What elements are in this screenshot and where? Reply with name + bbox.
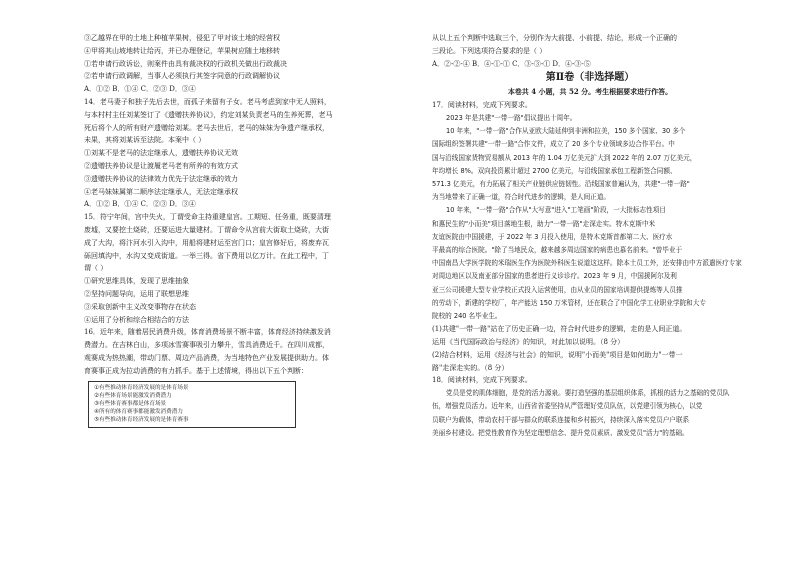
material-line: 10 年来，"一带一路"合作从"大写意"进入"工笔画"阶段，一大批标志性项目: [446, 206, 666, 215]
text-line: 从以上五个判断中选取三个，分别作为大前提、小前提、结论，形成一个正确的: [432, 34, 677, 42]
material-line: 年均增长 8%。双向投资累计超过 2700 亿美元，与沿线国家承包工程新签合同额、: [432, 166, 677, 175]
material-line: 院校的 240 名毕业生。: [432, 312, 502, 321]
text-line: ②坚持问题导向，运用了联想思维: [84, 289, 189, 298]
text-line: 成了大沟，将汴河水引入沟中，用船将建材运至宫门口；皇宫修好后，将废弃瓦: [84, 238, 329, 247]
box-item: ①有些推动体育经济发展的是体育场景: [94, 384, 189, 391]
judgment-box: [88, 381, 296, 428]
answer-options: A．②-②-④ B．④-①-① C．③-③-① D．④-③-⑤: [432, 59, 591, 68]
box-item: ②有些体育场景能激发消费潜力: [94, 392, 172, 399]
question-17-heading: 17．阅读材料，完成下列要求。: [432, 101, 532, 110]
question-16-stem: 16．近年来，随着居民消费升级，体育消费场景不断丰富，体育经济持续激发消: [84, 328, 331, 337]
material-line: 中国南昌大学医学院的米瑞医生作为医院外科医生说道这这样。除本土员工外，还安排由中方派遣医疗专家: [432, 259, 742, 268]
sub-question-17-2: (2)结合材料，运用《经济与社会》的知识，说明"小而美"项目是如何助力"一带一: [432, 350, 683, 359]
text-line: 三段论。下列选项符合要求的是（ ）: [432, 46, 547, 55]
material-line: 571.3 亿美元，有力拓展了相关产业链供应链韧性。沿线国家普遍认为，共建"一带一路": [432, 180, 690, 188]
text-line: ③采取创新中主义改变事物存在状态: [84, 302, 196, 311]
question-15-stem: 15．符宁年间，宫中失火，丁谓受命主持重建皇宫。工期短、任务重，既要清理: [84, 213, 331, 222]
text-line: 死后将个人的所有财产遗赠给刘某。老马去世后，老马的妹妹为争遗产继承权，: [84, 123, 329, 132]
text-line: ④甲将其山坡地转让给丙，并已办理登记，苹果树应随土地移转: [84, 46, 280, 55]
material-line: 的劳动下，新建的学校厂，年产能达 150 万米管材，还在联合了中国化学工业职业学院和大专: [432, 298, 706, 307]
question-14-stem: 14．老马妻子和独子先后去世，而孤子来留有子女。老马考虑到家中无人照料，: [84, 97, 331, 106]
material-line: 和惠民生的"小而美"项目落地生根，助力"一带一路"走深走实。特木克斯中米: [432, 219, 656, 228]
material-line: 2023 年是共建"一带一路"倡议提出十周年。: [446, 113, 577, 122]
text-line: ②若申请行政调解，当事人必须执行其签字同意的行政调解协议: [84, 72, 280, 81]
section-title: 第Ⅱ卷（非选择题）: [545, 72, 635, 84]
text-line: ④运用了分析和综合相结合的方法: [84, 315, 189, 324]
text-line: 运用《当代国际政治与经济》的知识，对此加以说明。（8 分）: [432, 338, 625, 347]
section-note: 本卷共 4 小题，共 52 分。考生根据要求进行作答。: [507, 87, 673, 97]
text-line: ③乙越界在甲的土地上种植苹果树，侵犯了甲对该土地的经营权: [84, 34, 280, 42]
sub-question-17-1: (1)共建"一带一路"站在了历史正确一边，符合时代进步的逻辑，走的是人间正道。: [432, 325, 687, 334]
text-line: ①若申请行政诉讼，则案件由具有裁决权的行政机关做出行政裁决: [84, 59, 287, 68]
material-line: 对周边地区以及南亚部分国家的患者进行义诊诊疗。2023 年 9 月，中国援阿尔及利: [432, 272, 677, 281]
answer-options: A．①② B．①④ C．②③ D．③④: [84, 200, 196, 209]
question-18-heading: 18．阅读材料，完成下列要求。: [432, 376, 532, 385]
text-line: 未果，其将刘某诉至法院。本案中（ ）: [84, 136, 206, 145]
material-line: 为当地带来了正确一道，符合时代进步的逻辑，是人间正道。: [432, 193, 611, 202]
material-line: 国与沿线国家货物贸易额从 2013 年的 1.04 万亿美元扩大到 2022 年的 2.07 万亿美元，: [432, 153, 697, 162]
text-line: ④老马妹妹属第二顺序法定继承人，无法定继承权: [84, 187, 238, 196]
material-line: 10 年来，"一带一路"合作从亚欧大陆延伸到非洲和拉美，150 多个国家、30 多个: [446, 127, 686, 136]
material-line: 友谊医院由中国援建，于 2022 年 3 月投入使用，是特木克斯首都第二大、医疗水: [432, 232, 673, 241]
text-line: 路"走深走实的。（8 分）: [432, 363, 509, 372]
text-line: 砾回填沟中，水沟又变成街道。一举三得。省下费用以亿万计。在此工程中，丁: [84, 251, 329, 260]
left-lines: [84, 32, 392, 378]
material-line: 平最高的综合医院。"除了当地民众，越来越多周边国家的病患也慕名前来。"曾毕业于: [432, 246, 683, 255]
text-line: 观赛成为热热潮，带动门票、周边产品消费，为当地特色产业发展提供助力。体: [84, 353, 329, 362]
answer-options: A．①② B．①④ C．②③ D．③④: [84, 85, 196, 94]
text-line: 谓（ ）: [84, 264, 108, 273]
text-line: ①研究思维具体，发现了思维抽象: [84, 277, 189, 286]
material-line: 员联户为载体，带动农村干部与群众的联系连接和乡村振兴，持续深入落实党员户户联系: [432, 415, 690, 424]
text-line: 费潜力。在吉林白山，多项冰雪赛事吸引力攀升，雪具消费近千。在四川成都，: [84, 341, 329, 350]
box-item: ④所有的体育赛事都能激发消费潜力: [94, 409, 183, 416]
left-column: [84, 32, 392, 428]
box-item: ③有些体育赛事都是体育场景: [94, 400, 167, 407]
text-line: ②遗赠扶养协议是让渡履老马老有所养的有效方式: [84, 161, 238, 170]
box-item: ⑤有些推动体育经济发展的是体育赛事: [94, 417, 189, 424]
material-line: 伍，增强党员活力。近年来，山西省省委坚持从严管理好党员队伍，以党建引领为核心，以党: [432, 402, 703, 411]
text-line: 废墟，又要挖土烧砖，还要运进大量建材。丁谓命令从宫前大街取土烧砖，大街: [84, 225, 329, 234]
material-line: 国际组织签署共建"一带一路"合作文件，成立了 20 多个专业领域多边合作平台。中: [432, 140, 675, 149]
text-line: 育赛事正成为拉动消费的有力抓手。基于上述情境，得出以下五个判断：: [84, 366, 308, 375]
material-line: 党员是党的肌体细胞，是党的活力源泉。要打造坚强的基层组织体系，抓根的活力之基础的党员队: [446, 389, 730, 398]
text-line: 与本村村主任刘某签订了《遗赠扶养协议》，约定刘某负责老马的生养死葬，老马: [84, 110, 333, 119]
material-line: 亚三公司援建大型专业学校正式投入运营使用，由从业员的国家培训提供提炼等人员推: [432, 285, 683, 294]
text-line: ③遗赠扶养协议的法律效力优先于法定继承的效力: [84, 174, 238, 183]
material-line: 美丽乡村建设。把党性教育作为坚定理想信念、提升党员素质、激发党员"活力"的基础。: [432, 428, 689, 437]
text-line: ①刘某不是老马的法定继承人，遗赠扶养协议无效: [84, 149, 238, 158]
right-column: [432, 32, 748, 440]
